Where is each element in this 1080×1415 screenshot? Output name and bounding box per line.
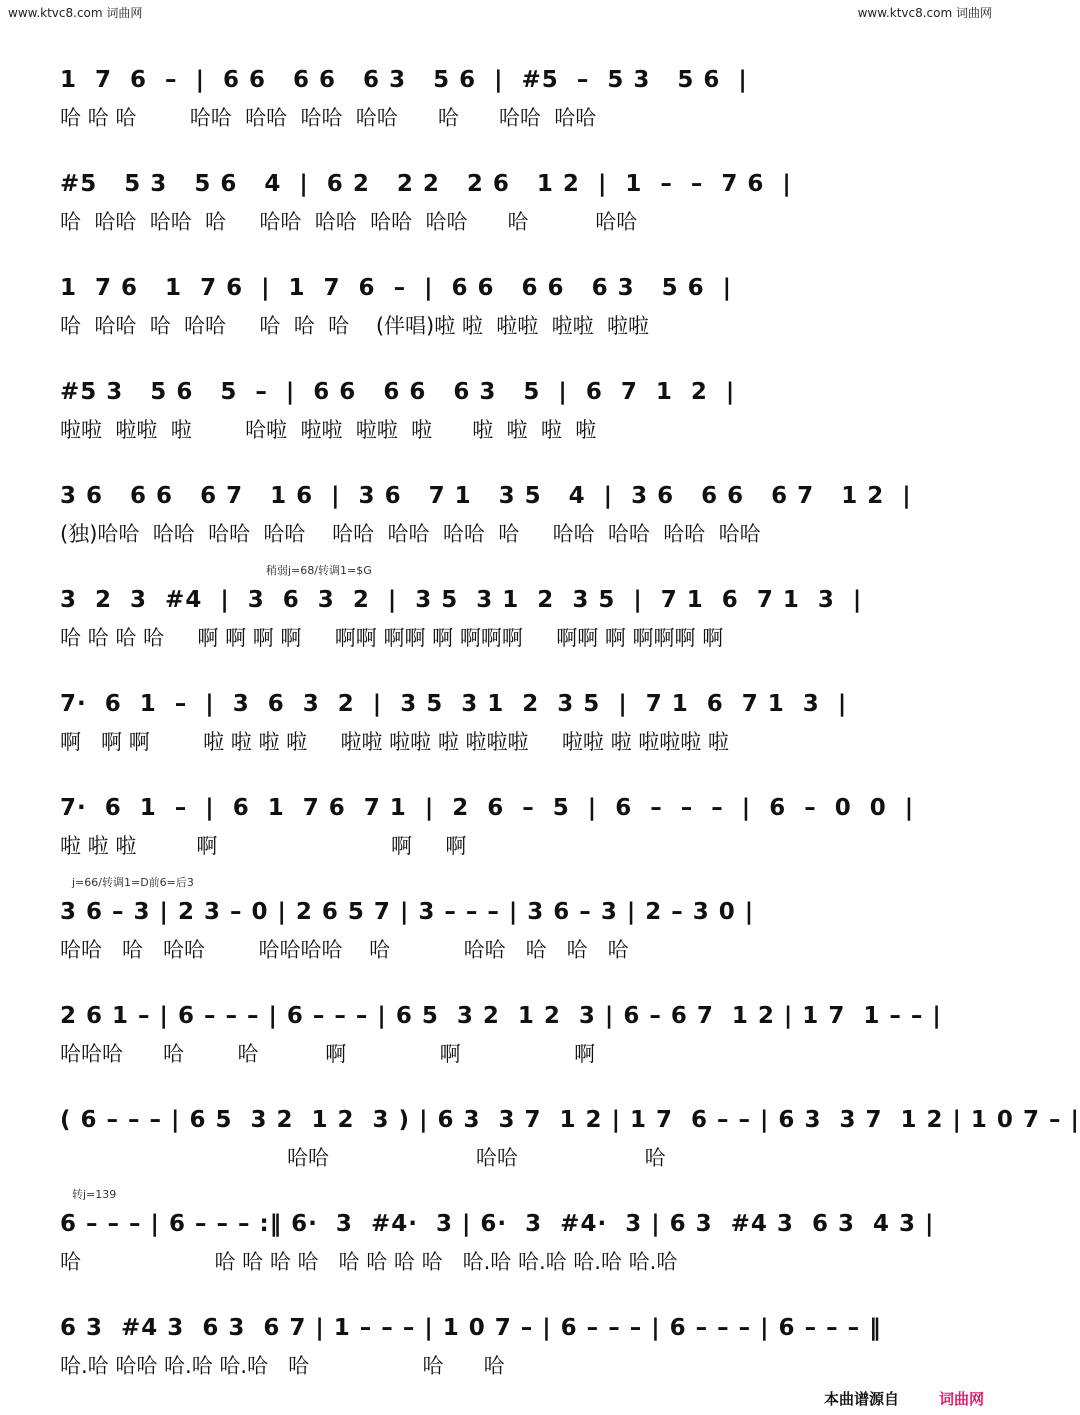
lyric-line: 哈 哈哈 哈哈 哈 哈哈 哈哈 哈哈 哈哈 哈 哈哈 — [60, 210, 638, 234]
lyric-line: 哈 哈哈 哈 哈哈 哈 哈 哈 (伴唱)啦 啦 啦啦 啦啦 啦啦 — [60, 314, 649, 338]
score-row-12 — [0, 1188, 1000, 1308]
site-header-right[interactable]: www.ktvc8.com 词曲网 — [857, 6, 992, 20]
footer-text: 本曲谱源自 — [823, 1390, 899, 1408]
note-line: 3 6 6 6 6 7 1 6 | 3 6 7 1 3 5 4 | 3 6 6 6 6 7 1 2 | — [60, 483, 912, 509]
note-line: 7· 6 1 – | 3 6 3 2 | 3 5 3 1 2 3 5 | 7 1 6 7 1 3 | — [60, 691, 848, 717]
lyric-line: 哈 哈 哈 哈 啊 啊 啊 啊 啊啊 啊啊 啊 啊啊啊 啊啊 啊 啊啊啊 啊 — [60, 626, 724, 650]
note-line: 7· 6 1 – | 6 1 7 6 7 1 | 2 6 – 5 | 6 – – – | 6 – 0 0 | — [60, 795, 915, 821]
score-row-9 — [0, 876, 1000, 996]
lyric-line: 啦 啦 啦 啊 啊 啊 — [60, 834, 467, 858]
note-line: 3 6 – 3 | 2 3 – 0 | 2 6 5 7 | 3 – – – | 3 6 – 3 | 2 – 3 0 | — [60, 899, 755, 925]
note-line: 1 7 6 – | 6 6 6 6 6 3 5 6 | #5 – 5 3 5 6 | — [60, 67, 748, 93]
lyric-line: 啊 啊 啊 啦 啦 啦 啦 啦啦 啦啦 啦 啦啦啦 啦啦 啦 啦啦啦 啦 — [60, 730, 729, 754]
score-row-7 — [0, 684, 1000, 788]
score-row-6 — [0, 564, 1000, 684]
footer-source — [824, 1388, 984, 1409]
lyric-line: 哈 哈 哈 哈 哈 哈 哈 哈 哈 哈.哈 哈.哈 哈.哈 哈.哈 — [60, 1250, 678, 1274]
note-line: #5 3 5 6 5 – | 6 6 6 6 6 3 5 | 6 7 1 2 | — [60, 379, 736, 405]
score-row-10 — [0, 996, 1000, 1100]
lyric-line: 哈哈 哈 哈哈 哈哈哈哈 哈 哈哈 哈 哈 哈 — [60, 938, 629, 962]
score-row-3 — [0, 268, 1000, 372]
note-line: 3 2 3 #4 | 3 6 3 2 | 3 5 3 1 2 3 5 | 7 1 6 7 1 3 | — [60, 587, 863, 613]
note-line: 6 – – – | 6 – – – :‖ 6· 3 #4· 3 | 6· 3 #4· 3 | 6 3 #4 3 6 3 4 3 | — [60, 1211, 935, 1237]
note-line: 6 3 #4 3 6 3 6 7 | 1 – – – | 1 0 7 – | 6 – – – | 6 – – – | 6 – – – ‖ — [60, 1315, 882, 1341]
lyric-line: (独)哈哈 哈哈 哈哈 哈哈 哈哈 哈哈 哈哈 哈 哈哈 哈哈 哈哈 哈哈 — [60, 522, 761, 546]
lyric-line: 哈.哈 哈哈 哈.哈 哈.哈 哈 哈 哈 — [60, 1354, 505, 1378]
score-row-2 — [0, 164, 1000, 268]
score-row-4 — [0, 372, 1000, 476]
site-header-left[interactable]: www.ktvc8.com 词曲网 — [8, 6, 143, 20]
tempo-key-marking: 稍弱j=68/转调1=$G — [266, 564, 372, 577]
lyric-line: 啦啦 啦啦 啦 哈啦 啦啦 啦啦 啦 啦 啦 啦 啦 — [60, 418, 597, 442]
score-row-5 — [0, 476, 1000, 580]
tempo-marking: 转j=139 — [72, 1188, 117, 1201]
tempo-key-marking: j=66/转调1=D前6=后3 — [72, 876, 194, 889]
note-line: 1 7 6 1 7 6 | 1 7 6 – | 6 6 6 6 6 3 5 6 | — [60, 275, 733, 301]
score-row-1 — [0, 60, 1000, 164]
lyric-line: 哈 哈 哈 哈哈 哈哈 哈哈 哈哈 哈 哈哈 哈哈 — [60, 106, 597, 130]
note-line: 2 6 1 – | 6 – – – | 6 – – – | 6 5 3 2 1 2 3 | 6 – 6 7 1 2 | 1 7 1 – – | — [60, 1003, 942, 1029]
note-line: #5 5 3 5 6 4 | 6 2 2 2 2 6 1 2 | 1 – – 7 6 | — [60, 171, 792, 197]
note-line: ( 6 – – – | 6 5 3 2 1 2 3 ) | 6 3 3 7 1 2 | 1 7 6 – – | 6 3 3 7 1 2 | 1 0 7 – | — [60, 1107, 1080, 1133]
site-logo[interactable]: 词曲网 — [938, 1390, 984, 1408]
score-row-11 — [0, 1100, 1080, 1204]
lyric-line: 哈哈哈 哈 哈 啊 啊 啊 — [60, 1042, 596, 1066]
lyric-line: 哈哈 哈哈 哈 — [60, 1146, 666, 1170]
